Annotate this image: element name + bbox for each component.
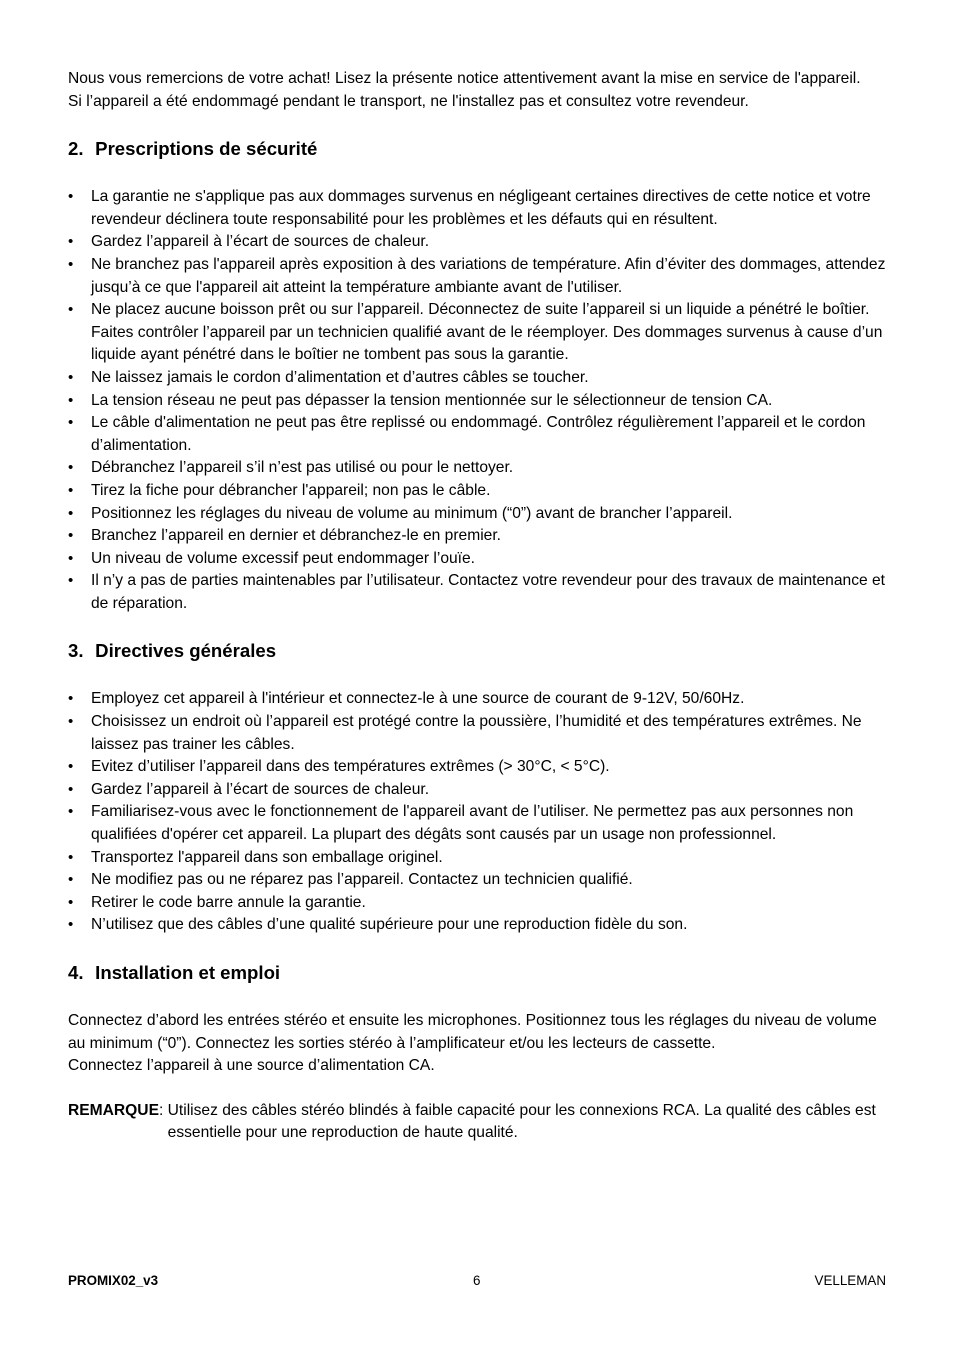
section-heading-installation (68, 960, 888, 986)
section-title: Installation et emploi (95, 962, 281, 983)
section-number: 3. (68, 640, 84, 662)
note-label: REMARQUE (68, 1101, 159, 1119)
list-item: • Familiarisez-vous avec le fonctionnement de l'appareil avant de l’utiliser. Ne permettez pas aux personnes non qualifiées d'opérer cet appareil. La plupart des dégâts sont causés par un usage non professionnel. (68, 801, 888, 846)
list-item: • Ne placez aucune boisson prêt ou sur l’appareil. Déconnectez de suite l’appareil si un liquide a pénétré le boîtier. Faites contrôler l’appareil par un technicien qualifié avant de le réemployer. Des dommages survenus à cause d’un liquide ayant pénétré dans le boîtier ne tombent pas sous la garantie. (68, 299, 888, 367)
paragraph-line: Connectez d’abord les entrées stéréo et ensuite les microphones. Positionnez tous les réglages du niveau de volume au minimum (“0”). Connectez les sorties stéréo à l’amplificateur et/ou les lecteurs de cassette. (68, 1012, 877, 1052)
list-item: • Un niveau de volume excessif peut endommager l’ouïe. (68, 548, 888, 571)
intro-paragraph (68, 68, 888, 113)
section-title: Directives générales (95, 640, 277, 662)
list-item: • Il n’y a pas de parties maintenables par l’utilisateur. Contactez votre revendeur pour des travaux de maintenance et de réparation. (68, 570, 888, 615)
installation-paragraph (68, 1010, 888, 1078)
section-number: 2. (68, 138, 84, 160)
list-item: • Branchez l’appareil en dernier et débranchez-le en premier. (68, 525, 888, 548)
page-number: 6 (473, 1273, 481, 1288)
section-title: Prescriptions de sécurité (95, 138, 318, 160)
list-item: • N’utilisez que des câbles d’une qualité supérieure pour une reproduction fidèle du son. (68, 914, 888, 937)
note-block (68, 1100, 888, 1145)
intro-line: Si l’appareil a été endommagé pendant le transport, ne l'installez pas et consultez votre revendeur. (68, 92, 749, 110)
list-item: • Transportez l'appareil dans son emballage originel. (68, 847, 888, 870)
list-item: • Evitez d’utiliser l’appareil dans des températures extrêmes (> 30°C, < 5°C). (68, 756, 888, 779)
general-list (68, 688, 888, 937)
list-item: • Le câble d'alimentation ne peut pas être replissé ou endommagé. Contrôlez régulièrement l’appareil et le cordon d’alimentation. (68, 412, 888, 457)
note-text: Utilisez des câbles stéréo blindés à faible capacité pour les connexions RCA. La qualité des câbles est essentielle pour une reproduction de haute qualité. (167, 1101, 876, 1142)
list-item: • Employez cet appareil à l'intérieur et connectez-le à une source de courant de 9-12V, 50/60Hz. (68, 688, 888, 711)
section-number: 4. (68, 962, 84, 983)
section-heading-general (68, 638, 888, 664)
list-item: • Positionnez les réglages du niveau de volume au minimum (“0”) avant de brancher l’appareil. (68, 503, 888, 526)
note-separator: : (158, 1101, 168, 1119)
list-item: • La garantie ne s'applique pas aux dommages survenus en négligeant certaines directives de cette notice et votre revendeur déclinera toute responsabilité pour les problèmes et les défauts qui en résultent. (68, 186, 888, 231)
footer-model: PROMIX02_v3 (68, 1273, 159, 1288)
list-item: • La tension réseau ne peut pas dépasser la tension mentionnée sur le sélectionneur de tension CA. (68, 390, 888, 413)
safety-list (68, 186, 888, 615)
list-item: • Ne branchez pas l'appareil après exposition à des variations de température. Afin d’éviter des dommages, attendez jusqu’à ce que l'appareil ait atteint la température ambiante avant de l'utiliser. (68, 254, 888, 299)
list-item: • Tirez la fiche pour débrancher l'appareil; non pas le câble. (68, 480, 888, 503)
list-item: • Choisissez un endroit où l’appareil est protégé contre la poussière, l’humidité et des températures extrêmes. Ne laissez pas trainer les câbles. (68, 711, 888, 756)
document-page (68, 68, 888, 1145)
list-item: • Ne laissez jamais le cordon d’alimentation et d’autres câbles se toucher. (68, 367, 888, 390)
list-item: • Retirer le code barre annule la garantie. (68, 892, 888, 915)
footer-brand: VELLEMAN (814, 1273, 886, 1288)
page-footer (68, 1273, 886, 1288)
intro-line: Nous vous remercions de votre achat! Lisez la présente notice attentivement avant la mise en service de l'appareil. (68, 70, 861, 87)
section-heading-safety (68, 136, 888, 162)
list-item: • Débranchez l’appareil s’il n’est pas utilisé ou pour le nettoyer. (68, 457, 888, 480)
list-item: • Ne modifiez pas ou ne réparez pas l’appareil. Contactez un technicien qualifié. (68, 869, 888, 892)
list-item: • Gardez l’appareil à l’écart de sources de chaleur. (68, 779, 888, 802)
list-item: • Gardez l’appareil à l’écart de sources de chaleur. (68, 231, 888, 254)
paragraph-line: Connectez l’appareil à une source d’alimentation CA. (68, 1057, 435, 1075)
